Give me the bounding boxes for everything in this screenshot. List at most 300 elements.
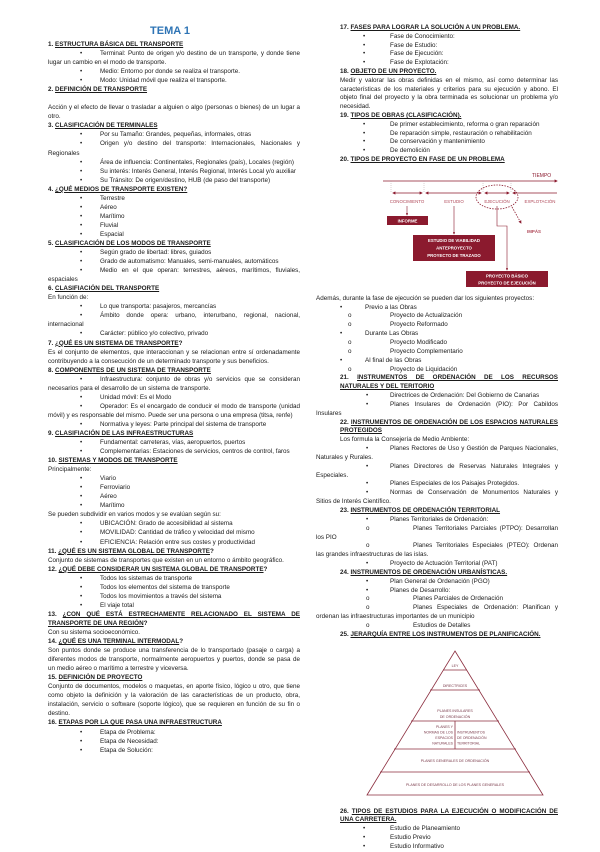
- list-item-text: Ferroviario: [100, 484, 131, 492]
- bullet-icon: •: [80, 448, 83, 456]
- section-title: TIPOS DE PROYECTO EN FASE DE UN PROBLEMA: [350, 155, 505, 163]
- list-item-text: El viaje total: [100, 601, 134, 609]
- right-column-middle: [316, 295, 558, 640]
- list-item-text: Planes Territoriales Especiales (PTEO): Ordenan las grandes infraestructuras de las islas.: [316, 542, 558, 559]
- section-number: 22.: [340, 418, 351, 426]
- list-item-text: Estudio de Planeamiento: [390, 825, 461, 833]
- list-item-text: Estudio Informativo: [390, 842, 444, 850]
- list-item-text: Grado de automatismo: Manuales, semi-manuales, automáticos: [100, 258, 279, 266]
- section-heading: [48, 239, 300, 248]
- list-item-text: Medio en el que operan: terrestres, aéreos, marítimos, fluviales, espaciales: [48, 267, 300, 284]
- list-item-text: Proyecto Modificado: [390, 338, 448, 346]
- bullet-icon: •: [363, 834, 366, 842]
- circle-bullet-icon: o: [348, 338, 352, 346]
- list-item: [48, 67, 300, 76]
- page-title: TEMA 1: [150, 25, 190, 37]
- bullet-icon: •: [80, 728, 83, 736]
- circle-bullet-icon: o: [348, 347, 352, 355]
- list-item-text: Proyecto Reformado: [390, 321, 448, 329]
- bullet-icon: •: [363, 129, 366, 137]
- phase-ticks: [391, 181, 511, 193]
- list-item-text: Ámbito donde opera: urbano, interurbano, regional, nacional, internacional: [48, 312, 300, 329]
- list-item-text: Fase de Ejecución:: [390, 50, 444, 58]
- bullet-icon: •: [80, 493, 83, 501]
- list-item-text: Plan General de Ordenación (PGO): [390, 577, 490, 585]
- list-item-text: Área de influencia: Continentales, Regionales (país), Locales (región): [100, 158, 294, 166]
- section-heading: [48, 121, 300, 130]
- project-phase-diagram: [316, 167, 558, 291]
- bullet-icon: •: [363, 120, 366, 128]
- section-title: OBJETO DE UN PROYECTO.: [350, 67, 437, 75]
- list-item-text: Planes de Desarrollo:: [390, 586, 451, 594]
- section-title: CLASIFICACIÓN DE LOS MODOS DE TRANSPORTE: [55, 239, 211, 247]
- paragraph: Los formula la Consejería de Medio Ambiente:: [340, 436, 470, 444]
- section-number: 17.: [340, 24, 351, 31]
- list-item: [316, 392, 558, 401]
- section-title: SISTEMAS Y MODOS DE TRANSPORTE: [58, 457, 178, 465]
- paragraph: Son puntos donde se produce una transferencia de lo transportado (pasaje o carga) a diferentes modos de transporte, normalmente aeropuertos y puertos, donde se pasa de un medio aéreo o marítimo a terrestre y viceversa.: [48, 647, 300, 673]
- list-item: [48, 248, 300, 257]
- paragraph: Se pueden subdividir en varios modos y se evalúan según su:: [48, 511, 221, 519]
- list-item: [316, 480, 558, 489]
- list-item: [316, 463, 558, 481]
- phase-estudio: ESTUDIO: [444, 198, 464, 204]
- list-item-text: Previo a las Obras: [365, 303, 417, 311]
- list-item-text: Etapa de Necesidad:: [100, 737, 159, 745]
- right-column-top: [340, 24, 558, 165]
- list-item: [48, 302, 300, 311]
- circle-bullet-icon: o: [366, 542, 370, 550]
- section-heading: [316, 569, 558, 578]
- bullet-icon: •: [80, 601, 83, 609]
- list-item-text: Planes Territoriales de Ordenación:: [390, 515, 489, 523]
- right-column-bottom: [340, 808, 558, 852]
- list-item: [48, 601, 300, 610]
- pyramid-espacios: PLANES Y: [435, 724, 453, 729]
- sub-list-item: [316, 348, 558, 357]
- list-item-text: Carácter: público y/o colectivo, privado: [100, 330, 209, 338]
- bullet-icon: •: [80, 420, 83, 428]
- list-item-text: Aéreo: [100, 203, 117, 211]
- pyramid-espacios: NATURALES: [432, 741, 453, 746]
- section-title: CLASIFICACIÓN DE TERMINALES: [55, 122, 158, 130]
- list-item-text: Su interés: Interés General, Interés Regional, Interés Local y/o auxiliar: [100, 167, 297, 175]
- list-item: [340, 825, 558, 834]
- list-item: [316, 401, 558, 419]
- time-label: TIEMPO: [532, 172, 552, 179]
- list-item-text: Terrestre: [100, 194, 125, 202]
- list-item-text: Etapa de Problema:: [100, 728, 156, 736]
- section-title-suffix: ?: [210, 547, 214, 555]
- list-item-text: Durante Las Obras: [365, 330, 419, 338]
- bullet-icon: •: [366, 586, 369, 594]
- list-item: [48, 158, 300, 167]
- bullet-icon: •: [80, 502, 83, 510]
- list-item: [48, 519, 300, 528]
- bullet-icon: •: [80, 583, 83, 591]
- list-item-text: Fase de Conocimiento:: [390, 32, 455, 40]
- section-number: 15.: [48, 674, 59, 682]
- bullet-icon: •: [80, 176, 83, 184]
- list-item-text: Modo: Unidad móvil que realiza el transporte.: [100, 77, 227, 85]
- section-number: 12.: [48, 565, 59, 573]
- bullet-icon: •: [366, 577, 369, 585]
- bullet-icon: •: [80, 68, 83, 76]
- list-item: [48, 737, 300, 746]
- box-text: PROYECTO DE TRAZADO: [427, 252, 481, 258]
- phase-conocimiento: CONOCIMIENTO: [389, 198, 425, 204]
- list-item: [340, 121, 558, 130]
- bullet-icon: •: [80, 393, 83, 401]
- paragraph: Conjunto de sistemas de transportes que existen en un entorno o ámbito geográfico.: [48, 556, 284, 564]
- list-item-text: Su Tránsito: De origen/destino, HUB (de paso del transporte): [100, 176, 271, 184]
- section-heading: [316, 507, 558, 516]
- ejecucion-highlight: [476, 185, 518, 209]
- list-item: [48, 483, 300, 492]
- list-item-text: Estudio Previo: [390, 834, 431, 842]
- list-item-text: Fase de Explotación:: [390, 59, 449, 67]
- section-title: JERARQUÍA ENTRE LOS INSTRUMENTOS DE PLANIFICACIÓN.: [350, 630, 541, 638]
- list-item: [340, 50, 558, 59]
- list-item: [340, 138, 558, 147]
- list-item-text: Al final de las Obras: [365, 356, 422, 364]
- section-number: 2.: [48, 86, 56, 94]
- list-item: [48, 728, 300, 737]
- list-item-text: Origen y/o destino del transporte: Internacionales, Nacionales y Regionales: [48, 140, 300, 157]
- paragraph: Con su sistema socioeconómico.: [48, 629, 141, 636]
- list-item-text: Proyecto de Actuación Territorial (PAT): [390, 560, 498, 568]
- list-item: [48, 393, 300, 402]
- section-title: TIPOS DE OBRAS (CLASIFICACIÓN).: [350, 111, 462, 119]
- section-heading: [316, 374, 558, 392]
- section-heading: [48, 366, 300, 375]
- list-item-text: Planes Insulares de Ordenación (PIO): Por Cabildos Insulares: [316, 400, 558, 417]
- paragraph: Conjunto de documentos, modelos o maquetas, en aporte físico, lógico u otro, que tiene como objeto la definición y la valoración de las características de un producto, obra, instalación, servicio o software (soporte lógico), que se requieren en función de su fin o destino.: [48, 683, 300, 718]
- phase-explotacion: EXPLOTACIÓN: [524, 198, 556, 204]
- section-title-suffix: ?: [178, 339, 183, 347]
- section-heading: [48, 718, 300, 727]
- impas-label: IMPÁS: [527, 228, 541, 234]
- list-item-text: Espacial: [100, 230, 124, 238]
- list-item: [48, 76, 300, 85]
- section-title-suffix: ?: [179, 638, 184, 646]
- list-item: [316, 587, 558, 596]
- bullet-icon: •: [363, 825, 366, 833]
- pyramid-espacios: NORMAS DE LOS: [423, 730, 453, 735]
- section-number: 1.: [48, 41, 56, 48]
- list-item-text: De conservación y mantenimiento: [390, 138, 485, 146]
- paragraph: En función de:: [48, 294, 89, 302]
- section-title: INSTRUMENTOS DE ORDENACIÓN DE LOS ESPACIOS NATURALES PROTEGIDOS: [340, 418, 558, 435]
- list-item-text: Fundamental: carreteras, vías, aeropuertos, puertos: [100, 439, 246, 447]
- pyramid-territorial: INSTRUMENTOS: [457, 730, 485, 735]
- section-title: ¿QUÉ ES UN SISTEMA GLOBAL DE TRANSPORTE: [58, 547, 210, 555]
- list-item-text: Terminal: Punto de origen y/o destino de un transporte, y donde tiene lugar un cambio en el modo de transporte.: [48, 50, 300, 67]
- list-item: [340, 33, 558, 42]
- list-item: [48, 402, 300, 420]
- list-item: [340, 59, 558, 68]
- bullet-icon: •: [340, 303, 343, 311]
- bullet-icon: •: [80, 203, 83, 211]
- pyramid-espacios: ESPACIOS: [435, 735, 453, 740]
- list-item: [48, 329, 300, 338]
- list-item-text: Estudios de Detalles: [413, 621, 471, 629]
- section-number: 24.: [340, 568, 351, 576]
- section-number: 14.: [48, 638, 59, 646]
- section-heading: [48, 547, 300, 556]
- bullet-icon: •: [80, 520, 83, 528]
- list-item: [48, 538, 300, 547]
- bullet-icon: •: [363, 147, 366, 155]
- list-item-text: Todos los movimientos a través del sistema: [100, 592, 222, 600]
- list-item: [48, 130, 300, 139]
- list-item: [48, 176, 300, 185]
- list-item-text: EFICIENCIA: Relación entre sus costes y productividad: [100, 538, 256, 546]
- bullet-icon: •: [80, 249, 83, 257]
- section-title-suffix: ?: [263, 565, 268, 573]
- bullet-icon: •: [363, 50, 366, 58]
- list-item: [316, 578, 558, 587]
- section-number: 9.: [48, 429, 56, 437]
- bullet-icon: •: [80, 167, 83, 175]
- bullet-icon: •: [80, 375, 83, 383]
- bullet-icon: •: [80, 312, 83, 320]
- list-item-text: Fase de Estudio:: [390, 41, 438, 49]
- sub-list-item: [316, 312, 558, 321]
- list-item-text: Unidad móvil: Es el Modo: [100, 393, 172, 401]
- list-item-text: Planes Especiales de los Paisajes Protegidos.: [390, 480, 520, 488]
- bullet-icon: •: [80, 737, 83, 745]
- section-title: CLASIFIACIÓN DE LAS INFRAESTRUCTURAS: [55, 429, 194, 437]
- section-number: 13.: [48, 610, 63, 618]
- box-text: ESTUDIO DE VIABILIDAD: [427, 237, 481, 243]
- list-item: [340, 42, 558, 51]
- box-text: INFORME: [397, 218, 418, 224]
- bullet-icon: •: [80, 592, 83, 600]
- circle-bullet-icon: o: [348, 321, 352, 329]
- section-heading: [48, 185, 300, 194]
- bullet-icon: •: [80, 221, 83, 229]
- paragraph: Además, durante la fase de ejecución se pueden dar los siguientes proyectos:: [316, 294, 535, 302]
- list-item: [48, 474, 300, 483]
- sub-list-item: [316, 604, 558, 622]
- section-title: ¿QUÉ MEDIOS DE TRANSPORTE EXISTEN?: [55, 185, 188, 193]
- list-item: [316, 560, 558, 569]
- bullet-icon: •: [80, 131, 83, 139]
- list-item: [48, 438, 300, 447]
- box-text: ANTEPROYECTO: [436, 245, 472, 251]
- circle-bullet-icon: o: [348, 312, 352, 320]
- section-heading: [48, 565, 300, 574]
- section-number: 26.: [340, 807, 352, 815]
- section-number: 11.: [48, 547, 59, 555]
- list-item-text: Por su Tamaño: Grandes, pequeñas, informales, otras: [100, 131, 252, 139]
- circle-bullet-icon: o: [366, 595, 370, 603]
- bullet-icon: •: [80, 746, 83, 754]
- box-text: PROYECTO BÁSICO: [486, 273, 528, 279]
- section-number: 21.: [340, 374, 358, 382]
- section-title: ESTRUCTURA BÁSICA DEL TRANSPORTE: [55, 41, 184, 48]
- section-number: 7.: [48, 339, 56, 347]
- bullet-icon: •: [80, 212, 83, 220]
- bullet-icon: •: [80, 330, 83, 338]
- list-item-text: Aéreo: [100, 493, 117, 501]
- section-heading: [48, 284, 300, 293]
- list-item-text: De primer establecimiento, reforma o gran reparación: [390, 120, 540, 128]
- pyramid-directrices: DIRECTRICES: [442, 683, 468, 688]
- bullet-icon: •: [366, 480, 369, 488]
- list-item-text: Complementarias: Estaciones de servicios, centros de control, faros: [100, 448, 290, 456]
- section-title: ETAPAS POR LA QUE PASA UNA INFRAESTRUCTURA: [58, 719, 222, 727]
- bullet-icon: •: [80, 484, 83, 492]
- bullet-icon: •: [80, 158, 83, 166]
- paragraph: Principalmente:: [48, 466, 92, 474]
- sub-list-item: [316, 321, 558, 330]
- list-item: [48, 194, 300, 203]
- list-item: [48, 375, 300, 393]
- list-item: [340, 843, 558, 852]
- section-heading: [340, 156, 558, 165]
- list-item-text: Fluvial: [100, 221, 119, 229]
- bullet-icon: •: [366, 515, 369, 523]
- pyramid-territorial: TERRITORIAL: [457, 741, 481, 746]
- section-title: COMPONENTES DE UN SISTEMA DE TRANSPORTE: [55, 366, 211, 374]
- list-item-text: De reparación simple, restauración o rehabilitación: [390, 129, 532, 137]
- bullet-icon: •: [80, 230, 83, 238]
- bullet-icon: •: [363, 138, 366, 146]
- list-item: [48, 447, 300, 456]
- section-heading: [340, 112, 558, 121]
- pyramid-ley: LEY: [451, 663, 459, 668]
- list-item-text: Todos los elementos del sistema de transporte: [100, 583, 230, 591]
- list-item: [316, 357, 558, 366]
- section-number: 25.: [340, 630, 351, 638]
- list-item-text: Proyecto Complementario: [390, 347, 463, 355]
- list-item: [48, 492, 300, 501]
- circle-bullet-icon: o: [366, 604, 370, 612]
- section-title: ¿CON QUÉ ESTÁ ESTRECHAMENTE RELACIONADO EL SISTEMA DE TRANSPORTE DE UNA REGIÓN: [48, 610, 300, 627]
- list-item-text: Viario: [100, 475, 116, 483]
- list-item-text: Marítimo: [100, 502, 125, 510]
- list-item: [48, 212, 300, 221]
- list-item-text: Todos los sistemas de transporte: [100, 574, 193, 582]
- section-number: 10.: [48, 457, 59, 465]
- section-number: 8.: [48, 366, 56, 374]
- bullet-icon: •: [80, 50, 83, 58]
- list-item: [48, 528, 300, 537]
- list-item-text: Etapa de Solución:: [100, 746, 153, 754]
- list-item-text: Lo que transporta: pasajeros, mercancías: [100, 303, 217, 311]
- box-text: PROYECTO DE EJECUCIÓN: [478, 280, 536, 286]
- bullet-icon: •: [80, 439, 83, 447]
- section-heading: [340, 808, 558, 826]
- list-item: [48, 221, 300, 230]
- section-title: DEFINICIÓN DE PROYECTO: [58, 674, 143, 682]
- paragraph: Es el conjunto de elementos, que interaccionan y se relacionan entre sí ordenadamente contribuyendo a la consecución de un determinado transporte y sus beneficios.: [48, 348, 300, 365]
- list-item-text: MOVILIDAD: Cantidad de tráfico y velocidad del mismo: [100, 529, 255, 537]
- section-heading: [48, 673, 300, 682]
- bullet-icon: •: [366, 462, 369, 470]
- bullet-icon: •: [363, 59, 366, 67]
- list-item: [316, 304, 558, 313]
- section-title: ¿QUÉ ES UNA TERMINAL INTERMODAL: [58, 638, 180, 646]
- circle-bullet-icon: o: [348, 365, 352, 373]
- section-title: ¿QUÉ DEBE CONSIDERAR UN SISTEMA GLOBAL DE TRANSPORTE: [58, 565, 264, 573]
- list-item: [48, 420, 300, 429]
- list-item: [316, 330, 558, 339]
- list-item-text: Planes Directores de Reservas Naturales Integrales y Especiales.: [316, 462, 558, 479]
- section-number: 5.: [48, 239, 56, 247]
- section-heading: [340, 68, 558, 77]
- section-number: 20.: [340, 155, 351, 163]
- list-item: [48, 583, 300, 592]
- circle-bullet-icon: o: [366, 524, 370, 532]
- bullet-icon: •: [80, 303, 83, 311]
- bullet-icon: •: [80, 538, 83, 546]
- pyramid-insulares: DE ORDENACIÓN: [439, 714, 471, 719]
- section-number: 23.: [340, 507, 351, 514]
- right-column: [316, 24, 558, 852]
- list-item-text: UBICACIÓN: Grado de accesibilidad al sistema: [100, 520, 233, 528]
- pyramid-generales: PLANES GENERALES DE ORDENACIÓN: [420, 758, 490, 763]
- pyramid-desarrollo: PLANES DE DESARROLLO DE LOS PLANES GENERALES: [405, 782, 505, 787]
- section-title: ¿QUÉ ES UN SISTEMA DE TRANSPORTE: [55, 339, 179, 347]
- list-item: [48, 139, 300, 157]
- bullet-icon: •: [80, 77, 83, 85]
- paragraph: Medir y valorar las obras definidas en el mismo, así como determinar las características de los materiales y criterios para su ejecución y abono. El objeto final del proyecto y la obra terminada es solucionar un problema y/o necesidad.: [340, 76, 558, 111]
- phase-ejecucion: EJECUCIÓN: [484, 198, 510, 204]
- list-item: [340, 130, 558, 139]
- bullet-icon: •: [80, 475, 83, 483]
- list-item-text: Normas de Conservación de Monumentos Naturales y Sitios de Interés Científico.: [316, 489, 558, 506]
- bullet-icon: •: [80, 194, 83, 202]
- list-item: [340, 834, 558, 843]
- section-number: 6.: [48, 285, 56, 293]
- section-heading: [340, 24, 558, 33]
- bullet-icon: •: [366, 489, 369, 497]
- list-item: [316, 445, 558, 463]
- bullet-icon: •: [80, 267, 83, 275]
- section-heading: [316, 419, 558, 437]
- section-heading: [48, 429, 300, 438]
- list-item-text: Planes Especiales de Ordenación: Planifican y ordenan las infraestructuras importantes de un municipio: [316, 604, 558, 621]
- bullet-icon: •: [80, 529, 83, 537]
- section-title-suffix: ?: [143, 619, 148, 627]
- list-item-text: Medio: Entorno por donde se realiza el transporte.: [100, 68, 241, 76]
- section-number: 19.: [340, 111, 351, 119]
- list-item: [48, 746, 300, 755]
- list-item-text: Planes Territoriales Parciales (PTPO): Desarrollan los PIO: [316, 524, 558, 541]
- section-heading: [48, 456, 300, 465]
- pyramid-territorial: DE ORDENACIÓN: [457, 735, 487, 740]
- bullet-icon: •: [80, 140, 83, 148]
- list-item-text: Planes Parciales de Ordenación: [413, 595, 503, 603]
- sub-list-item: [316, 542, 558, 560]
- section-number: 16.: [48, 719, 59, 727]
- bullet-icon: •: [363, 41, 366, 49]
- list-item: [316, 489, 558, 507]
- list-item: [48, 501, 300, 510]
- sub-list-item: [316, 339, 558, 348]
- section-title: CLASIFIACIÓN DEL TRANSPORTE: [55, 285, 160, 293]
- planning-hierarchy-pyramid: [316, 644, 558, 802]
- left-column: [48, 40, 300, 755]
- section-heading: [48, 85, 300, 94]
- bullet-icon: •: [366, 400, 369, 408]
- bullet-icon: •: [80, 574, 83, 582]
- bullet-icon: •: [340, 356, 343, 364]
- list-item: [48, 203, 300, 212]
